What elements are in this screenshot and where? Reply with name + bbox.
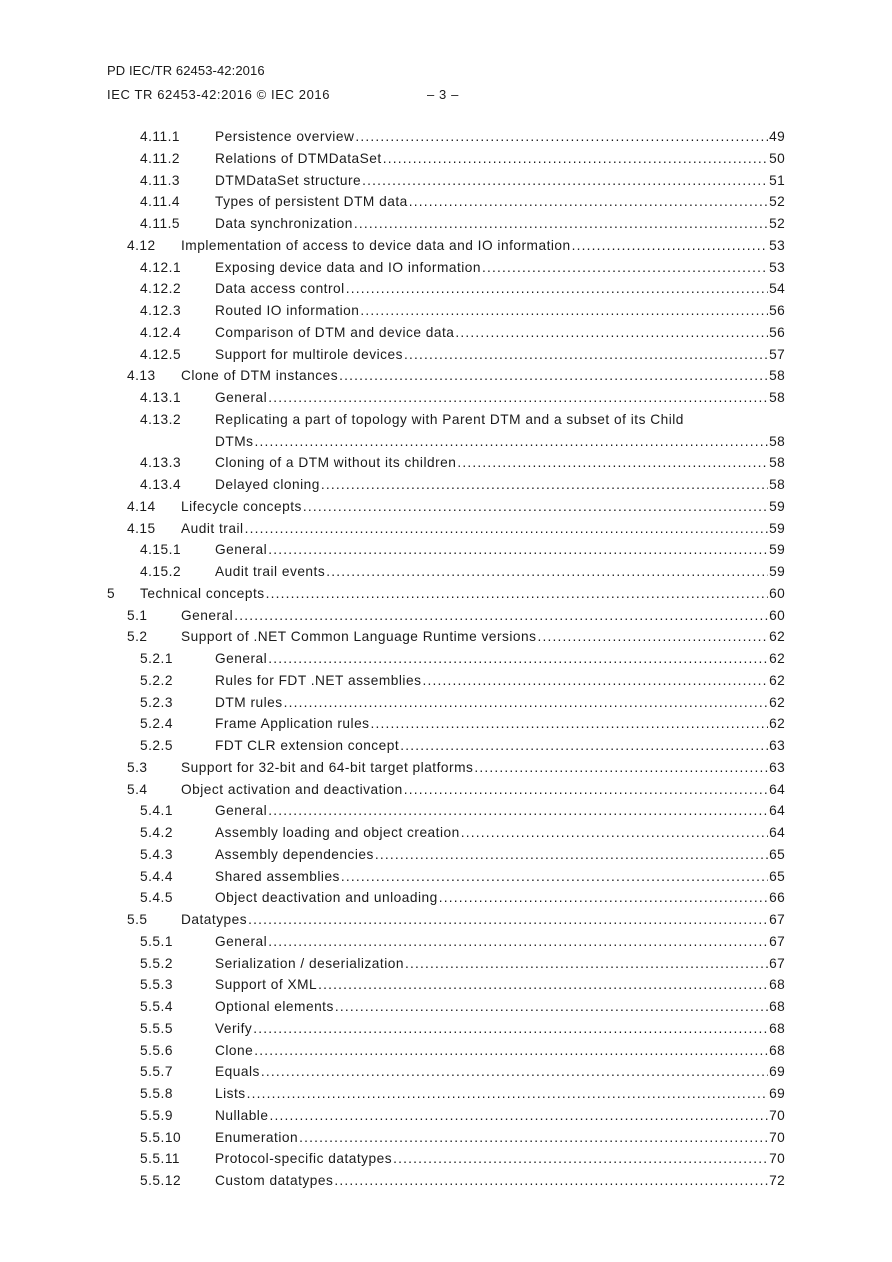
toc-entry-page: 58 [769,477,785,492]
dot-leader [405,953,768,975]
toc-entry-page: 60 [769,607,785,623]
toc-entry-title: Data synchronization [215,216,353,231]
toc-entry-page: 49 [769,129,785,144]
toc-entry-page: 58 [769,455,785,471]
toc-entry-title: Rules for FDT .NET assemblies [215,672,422,688]
toc-entry[interactable] [0,257,892,279]
document-id: PD IEC/TR 62453-42:2016 [107,63,265,78]
toc-entry-number: 4.15 [127,520,156,536]
toc-entry-number: 5.5.12 [140,1173,182,1188]
toc-entry[interactable] [0,1018,892,1040]
standard-copyright: IEC TR 62453-42:2016 © IEC 2016 [107,87,331,102]
toc-entry[interactable] [0,409,892,453]
toc-entry[interactable] [0,670,892,692]
toc-entry-number: 5.4.1 [140,803,173,819]
toc-entry-number: 5.2.5 [140,738,173,753]
toc-entry-page: 58 [769,368,785,384]
toc-entry-title: Support for 32-bit and 64-bit target platforms [181,759,474,775]
toc-entry-title: General [215,542,268,558]
toc-entry-page: 62 [769,651,785,666]
toc-entry-title-continued: DTMs [215,433,254,449]
toc-entry[interactable] [0,626,892,648]
toc-entry[interactable] [0,561,892,583]
toc-entry-page: 72 [769,1173,785,1188]
toc-entry-number: 5.5.1 [140,933,173,949]
dot-leader [346,278,768,300]
table-of-contents [0,126,892,1192]
toc-entry-page: 52 [769,216,785,231]
toc-entry[interactable] [0,931,892,953]
dot-leader [261,1061,768,1083]
toc-entry-title: Relations of DTMDataSet [215,150,382,166]
toc-entry-page: 70 [769,1151,785,1167]
toc-entry[interactable] [0,844,892,866]
toc-entry-page: 63 [769,738,785,753]
toc-entry[interactable] [0,692,892,714]
dot-leader [335,996,768,1018]
toc-entry-number: 5.5.7 [140,1064,173,1080]
toc-entry-title: DTM rules [215,694,283,710]
toc-entry-title: General [215,390,268,405]
toc-entry-page: 56 [769,324,785,340]
toc-entry-title: Nullable [215,1107,269,1123]
toc-entry[interactable] [0,387,892,409]
toc-entry-page: 67 [769,933,785,949]
toc-entry-title: Audit trail events [215,564,326,579]
dot-leader [299,1127,768,1149]
dot-leader [461,822,768,844]
toc-entry-number: 4.11.3 [140,172,181,188]
toc-entry-number: 4.12.5 [140,346,182,362]
dot-leader [393,1148,768,1170]
toc-entry-title: Persistence overview [215,129,355,144]
toc-entry[interactable] [0,322,892,344]
toc-entry[interactable] [0,1148,892,1170]
toc-entry-number: 5.1 [127,607,148,623]
toc-entry-title: Support of XML [215,977,318,993]
toc-entry-title: Shared assemblies [215,868,340,884]
toc-entry-page: 54 [769,281,785,297]
toc-entry-title: Object deactivation and unloading [215,890,438,906]
dot-leader [334,1170,768,1192]
dot-leader [404,779,768,801]
toc-entry-page: 68 [769,977,785,993]
toc-entry-page: 59 [769,520,785,536]
toc-entry[interactable] [0,148,892,170]
toc-entry-page: 67 [769,912,785,927]
toc-entry[interactable] [0,235,892,257]
dot-leader [318,974,768,996]
toc-entry-number: 4.12.4 [140,324,182,340]
dot-leader [482,257,768,279]
toc-entry-title: DTMDataSet structure [215,172,362,188]
toc-entry-title: FDT CLR extension concept [215,738,400,753]
toc-entry[interactable] [0,1170,892,1192]
toc-entry[interactable] [0,1105,892,1127]
toc-entry[interactable] [0,974,892,996]
toc-entry-number: 4.13.1 [140,390,182,405]
toc-entry[interactable] [0,191,892,213]
toc-entry-page: 50 [769,150,785,166]
toc-entry-number: 4.13 [127,368,156,384]
toc-entry-title: General [215,933,268,949]
dot-leader [255,431,769,453]
toc-entry-page: 62 [769,694,785,710]
dot-leader [268,931,768,953]
dot-leader [457,452,768,474]
dot-leader [268,648,768,670]
toc-entry[interactable] [0,539,892,561]
dot-leader [254,1040,768,1062]
toc-entry-page: 60 [769,585,785,601]
dot-leader [422,670,768,692]
toc-entry-title: Routed IO information [215,303,360,318]
toc-entry-title: Protocol-specific datatypes [215,1151,393,1167]
toc-entry-title: Enumeration [215,1129,299,1145]
toc-entry-page: 64 [769,803,785,819]
toc-entry-title: Equals [215,1064,260,1080]
toc-entry[interactable] [0,909,892,931]
toc-entry[interactable] [0,278,892,300]
running-header [107,87,507,102]
toc-entry-page: 65 [769,868,785,884]
toc-entry-title: Verify [215,1020,253,1036]
dot-leader [284,692,769,714]
toc-entry-page: 70 [769,1107,785,1123]
toc-entry-page: 51 [769,172,785,188]
toc-entry-page: 59 [769,542,785,558]
toc-entry[interactable] [0,866,892,888]
toc-entry-number: 5.5.11 [140,1151,181,1167]
dot-leader [375,844,768,866]
toc-entry[interactable] [0,518,892,540]
toc-entry[interactable] [0,1040,892,1062]
toc-entry-page: 58 [769,433,785,449]
toc-entry-page: 67 [769,955,785,971]
toc-entry-number: 4.13.2 [140,411,182,427]
toc-entry[interactable] [0,344,892,366]
toc-entry-page: 63 [769,759,785,775]
toc-entry-title: Exposing device data and IO information [215,259,482,275]
toc-entry-number: 4.15.1 [140,542,182,558]
dot-leader [268,387,768,409]
toc-entry-title: Audit trail [181,520,244,536]
dot-leader [537,626,768,648]
toc-entry-title: Data access control [215,281,345,297]
toc-entry-page: 59 [769,564,785,579]
toc-entry-title: Optional elements [215,999,334,1014]
toc-entry[interactable] [0,1061,892,1083]
page-number: – 3 – [427,87,459,102]
toc-entry-number: 5.5.4 [140,999,173,1014]
toc-entry[interactable] [0,648,892,670]
toc-entry[interactable] [0,953,892,975]
dot-leader [360,300,768,322]
toc-entry-title: Lifecycle concepts [181,498,302,514]
dot-leader [303,496,768,518]
toc-entry-number: 5.4.4 [140,868,173,884]
toc-entry[interactable] [0,735,892,757]
toc-entry-page: 58 [769,390,785,405]
dot-leader [474,757,768,779]
toc-entry[interactable] [0,300,892,322]
dot-leader [439,887,768,909]
toc-entry-number: 5.2.4 [140,716,173,732]
toc-entry-number: 4.13.3 [140,455,182,471]
dot-leader [404,344,768,366]
toc-entry-title: Clone of DTM instances [181,368,339,384]
toc-entry[interactable] [0,126,892,148]
toc-entry-page: 52 [769,194,785,210]
toc-entry-number: 4.14 [127,498,156,514]
toc-entry-title: Implementation of access to device data and IO information [181,237,571,253]
toc-entry[interactable] [0,996,892,1018]
dot-leader [268,539,768,561]
toc-entry[interactable] [0,583,892,605]
toc-entry[interactable] [0,822,892,844]
toc-entry-page: 57 [769,346,785,362]
toc-entry-title: Assembly dependencies [215,846,374,862]
dot-leader [268,800,768,822]
toc-entry-page: 53 [769,237,785,253]
dot-leader [355,126,768,148]
toc-entry[interactable] [0,365,892,387]
toc-entry-number: 5.4.5 [140,890,173,906]
toc-entry-title: Serialization / deserialization [215,955,404,971]
toc-entry-number: 5.5.9 [140,1107,173,1123]
toc-entry[interactable] [0,1127,892,1149]
toc-entry-title: General [215,651,268,666]
toc-entry-title: Comparison of DTM and device data [215,324,455,340]
toc-entry-page: 69 [769,1064,785,1080]
toc-entry-page: 62 [769,716,785,732]
toc-entry-page: 56 [769,303,785,318]
dot-leader [354,213,768,235]
toc-entry-number: 4.12.1 [140,259,182,275]
toc-entry[interactable] [0,800,892,822]
toc-entry[interactable] [0,213,892,235]
dot-leader [339,365,768,387]
toc-entry-title: Support for multirole devices [215,346,403,362]
dot-leader [247,1083,769,1105]
toc-entry-title: Assembly loading and object creation [215,825,460,840]
dot-leader [409,191,768,213]
toc-entry-page: 64 [769,825,785,840]
toc-entry-number: 5.2.3 [140,694,173,710]
toc-entry-number: 4.11.1 [140,129,181,144]
dot-leader [269,1105,768,1127]
toc-entry-number: 4.12 [127,237,156,253]
toc-entry-number: 5.2.2 [140,672,173,688]
toc-entry-title: Lists [215,1086,246,1101]
toc-entry[interactable] [0,713,892,735]
toc-entry-page: 65 [769,846,785,862]
toc-entry-title: Custom datatypes [215,1173,334,1188]
dot-leader [234,605,768,627]
toc-entry-title: Frame Application rules [215,716,370,732]
toc-entry-title: Technical concepts [140,585,265,601]
toc-entry-page: 68 [769,1042,785,1058]
toc-entry-number: 4.12.3 [140,303,182,318]
toc-entry-page: 59 [769,498,785,514]
dot-leader [341,866,768,888]
toc-entry-title: General [181,607,234,623]
toc-entry-number: 5.4.3 [140,846,173,862]
toc-entry-number: 5.4 [127,781,148,797]
toc-entry-page: 64 [769,781,785,797]
dot-leader [572,235,769,257]
toc-entry-page: 68 [769,999,785,1014]
toc-entry-number: 5.5.2 [140,955,173,971]
toc-entry-page: 68 [769,1020,785,1036]
toc-entry-page: 62 [769,629,785,645]
dot-leader [326,561,768,583]
toc-entry[interactable] [0,474,892,496]
toc-entry-page: 70 [769,1129,785,1145]
dot-leader [400,735,768,757]
dot-leader [371,713,769,735]
toc-entry-number: 5.4.2 [140,825,173,840]
dot-leader [253,1018,768,1040]
toc-entry[interactable] [0,1083,892,1105]
toc-entry-page: 53 [769,259,785,275]
toc-entry-page: 69 [769,1086,785,1101]
toc-entry-number: 5.3 [127,759,148,775]
toc-entry-number: 4.12.2 [140,281,182,297]
toc-entry[interactable] [0,887,892,909]
toc-entry-number: 5.2 [127,629,148,645]
toc-entry-title: Types of persistent DTM data [215,194,408,210]
toc-entry-title: Clone [215,1042,254,1058]
toc-entry-title: Object activation and deactivation [181,781,403,797]
toc-entry-number: 4.11.2 [140,150,181,166]
dot-leader [245,518,769,540]
dot-leader [321,474,768,496]
toc-entry-title: Delayed cloning [215,477,320,492]
toc-entry-title: General [215,803,268,819]
dot-leader [383,148,768,170]
toc-entry-number: 5.5 [127,912,148,927]
toc-entry[interactable] [0,779,892,801]
toc-entry-number: 5.5.6 [140,1042,173,1058]
toc-entry-number: 5.2.1 [140,651,173,666]
toc-entry-number: 5.5.3 [140,977,173,993]
toc-entry-number: 4.13.4 [140,477,182,492]
toc-entry[interactable] [0,452,892,474]
toc-entry-number: 4.15.2 [140,564,182,579]
toc-entry-number: 5.5.8 [140,1086,173,1101]
toc-entry-title: Cloning of a DTM without its children [215,455,457,471]
toc-entry-title: Datatypes [181,912,248,927]
dot-leader [455,322,768,344]
toc-entry-title: Support of .NET Common Language Runtime versions [181,629,537,645]
toc-entry[interactable] [0,605,892,627]
toc-entry[interactable] [0,757,892,779]
dot-leader [362,170,768,192]
toc-entry[interactable] [0,496,892,518]
toc-entry-number: 5.5.5 [140,1020,173,1036]
toc-entry-number: 4.11.4 [140,194,181,210]
toc-entry-number: 5.5.10 [140,1129,182,1145]
dot-leader [248,909,768,931]
toc-entry-page: 66 [769,890,785,906]
toc-entry-number: 4.11.5 [140,216,181,231]
toc-entry-number: 5 [107,585,116,601]
toc-entry[interactable] [0,170,892,192]
toc-entry-page: 62 [769,672,785,688]
toc-entry-title: Replicating a part of topology with Parent DTM and a subset of its Child [215,411,684,427]
dot-leader [266,583,769,605]
